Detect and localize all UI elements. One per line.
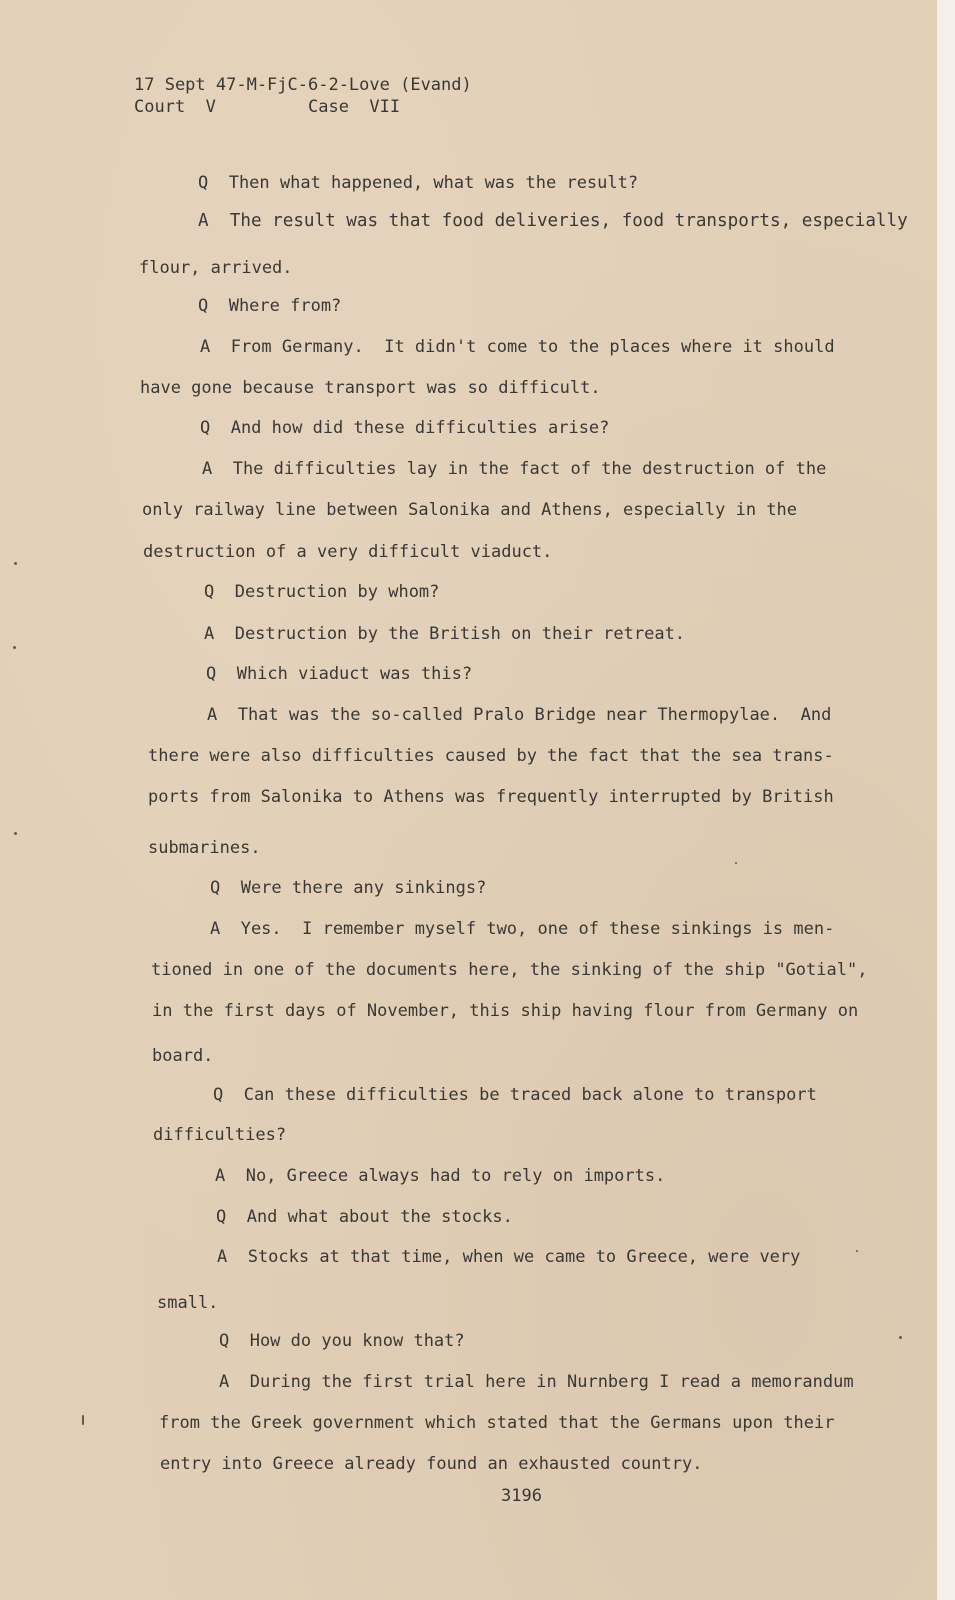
transcript-line: flour, arrived. (139, 258, 293, 278)
paper-speck (14, 562, 17, 565)
transcript-line: ports from Salonika to Athens was frequently interrupted by British (148, 787, 834, 807)
paper-speck (856, 1250, 858, 1252)
page-number: 3196 (501, 1486, 542, 1506)
transcript-line: Q Then what happened, what was the result? (198, 173, 639, 193)
header-reference-line: 17 Sept 47-M-FjC-6-2-Love (Evand) (134, 75, 472, 95)
transcript-line: A Destruction by the British on their retreat. (204, 624, 686, 644)
transcript-line: have gone because transport was so difficult. (140, 378, 601, 398)
transcript-line: board. (152, 1046, 214, 1066)
transcript-line: A Stocks at that time, when we came to Greece, were very (217, 1247, 801, 1267)
transcript-line: A The result was that food deliveries, food transports, especially (198, 211, 908, 231)
transcript-line: Q And how did these difficulties arise? (200, 418, 610, 438)
transcript-line: Q Where from? (198, 296, 342, 316)
paper-speck (82, 1415, 84, 1425)
page-edge (937, 0, 955, 1600)
transcript-line: Q Can these difficulties be traced back alone to transport (213, 1085, 817, 1105)
paper-speck (14, 832, 17, 835)
transcript-line: difficulties? (153, 1125, 287, 1145)
transcript-line: A From Germany. It didn't come to the places where it should (200, 337, 835, 357)
transcript-line: there were also difficulties caused by the fact that the sea trans- (148, 746, 834, 766)
transcript-line: Q How do you know that? (219, 1331, 465, 1351)
transcript-line: only railway line between Salonika and Athens, especially in the (142, 500, 798, 520)
transcript-line: from the Greek government which stated that the Germans upon their (159, 1413, 835, 1433)
transcript-line: A During the first trial here in Nurnberg I read a memorandum (219, 1372, 854, 1392)
transcript-line: A The difficulties lay in the fact of the destruction of the (202, 459, 827, 479)
transcript-line: tioned in one of the documents here, the sinking of the ship "Gotial", (151, 960, 868, 980)
transcript-line: in the first days of November, this ship having flour from Germany on (152, 1001, 859, 1021)
paper-speck (899, 1336, 902, 1339)
transcript-line: small. (157, 1293, 219, 1313)
transcript-line: A No, Greece always had to rely on imports. (215, 1166, 666, 1186)
transcript-line: A That was the so-called Pralo Bridge near Thermopylae. And (207, 705, 832, 725)
transcript-line: Q Were there any sinkings? (210, 878, 487, 898)
transcript-line: A Yes. I remember myself two, one of these sinkings is men- (210, 919, 835, 939)
transcript-line: Q Which viaduct was this? (206, 664, 473, 684)
document-header (134, 74, 472, 118)
transcript-line: destruction of a very difficult viaduct. (143, 542, 553, 562)
transcript-line: submarines. (148, 838, 261, 858)
paper-speck (735, 862, 737, 864)
paper-speck (13, 646, 16, 649)
transcript-line: entry into Greece already found an exhausted country. (160, 1454, 703, 1474)
transcript-line: Q And what about the stocks. (216, 1207, 513, 1227)
transcript-line: Q Destruction by whom? (204, 582, 440, 602)
header-court-case-line: Court V Case VII (134, 97, 401, 117)
